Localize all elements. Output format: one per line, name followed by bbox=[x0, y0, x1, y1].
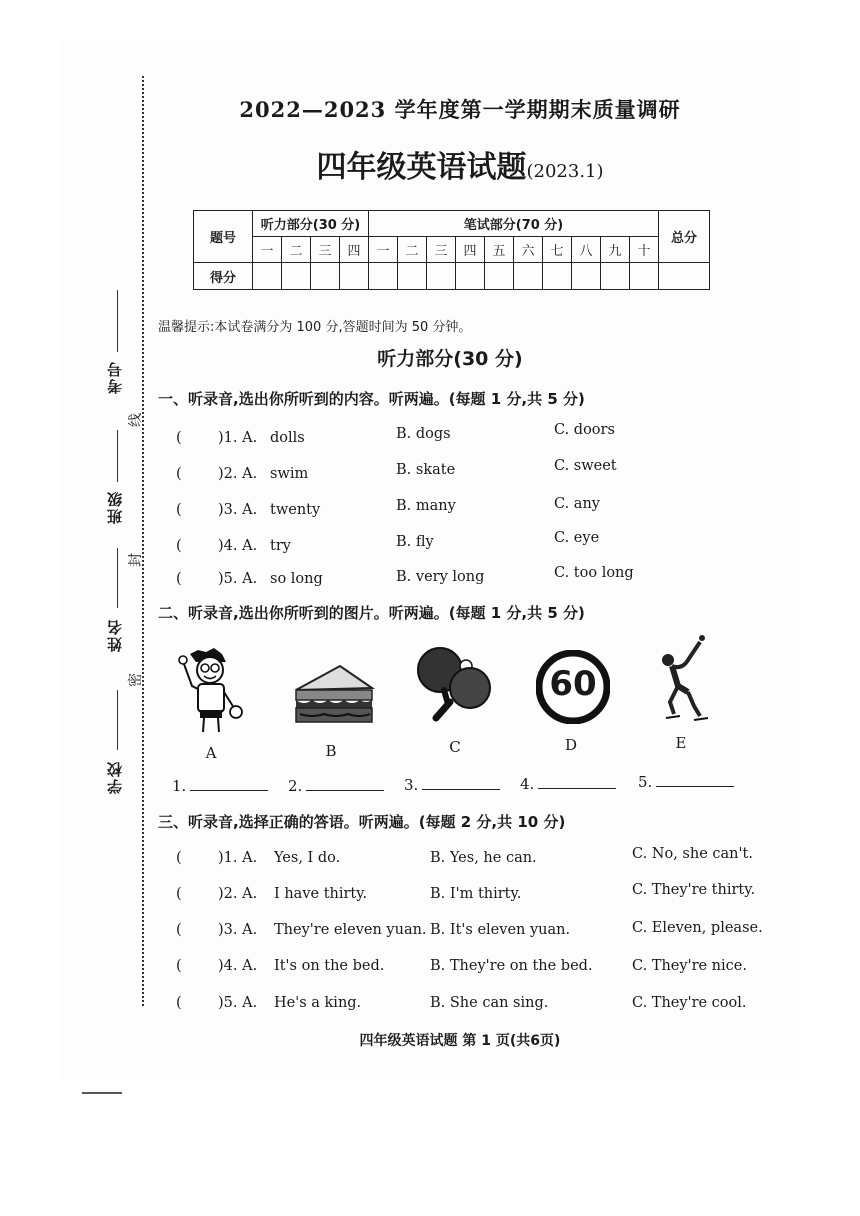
field-label-exam-number: 考号 bbox=[106, 360, 124, 394]
question-number: )1. A. bbox=[218, 430, 258, 446]
total-header: 总分 bbox=[659, 211, 710, 263]
option-b: B. I'm thirty. bbox=[430, 886, 522, 902]
row-label-question-number: 题号 bbox=[194, 211, 253, 263]
total-score-cell[interactable] bbox=[659, 263, 710, 290]
answer-blank-3[interactable] bbox=[404, 776, 500, 794]
answer-paren[interactable]: ( bbox=[176, 995, 182, 1011]
score-table bbox=[193, 210, 710, 290]
score-cell[interactable] bbox=[282, 263, 311, 290]
question-number: )2. A. bbox=[218, 466, 258, 482]
answer-paren[interactable]: ( bbox=[176, 886, 182, 902]
speed-sign-number: 60 bbox=[549, 664, 597, 704]
option-a: I have thirty. bbox=[274, 886, 368, 902]
row-label-score: 得分 bbox=[194, 263, 253, 290]
option-a: They're eleven yuan. bbox=[274, 922, 427, 938]
answer-paren[interactable]: ( bbox=[176, 538, 182, 554]
score-cell[interactable] bbox=[311, 263, 340, 290]
exam-tip: 温馨提示:本试卷满分为 100 分,答题时间为 50 分钟。 bbox=[158, 320, 472, 335]
option-c: C. too long bbox=[554, 565, 634, 581]
option-a: dolls bbox=[270, 430, 305, 446]
option-c: C. Eleven, please. bbox=[632, 920, 763, 936]
answer-paren[interactable]: ( bbox=[176, 850, 182, 866]
writing-number: 八 bbox=[572, 237, 601, 263]
option-a: twenty bbox=[270, 502, 321, 518]
answer-blank-5[interactable] bbox=[638, 773, 734, 791]
listening-number: 三 bbox=[311, 237, 340, 263]
writing-number: 五 bbox=[485, 237, 514, 263]
answer-blank-2[interactable] bbox=[288, 777, 384, 795]
score-cell[interactable] bbox=[369, 263, 398, 290]
exam-title bbox=[0, 142, 860, 186]
listening-header: 听力部分(30 分) bbox=[253, 211, 369, 237]
option-a: He's a king. bbox=[274, 995, 362, 1011]
writing-header: 笔试部分(70 分) bbox=[369, 211, 659, 237]
score-cell[interactable] bbox=[601, 263, 630, 290]
seal-mark-line: 线 bbox=[128, 413, 144, 427]
score-cell[interactable] bbox=[630, 263, 659, 290]
option-c: C. They're thirty. bbox=[632, 882, 756, 898]
answer-blank-4[interactable] bbox=[520, 775, 616, 793]
writing-number: 九 bbox=[601, 237, 630, 263]
option-c: C. eye bbox=[554, 530, 600, 546]
listening-section-title: 听力部分(30 分) bbox=[377, 348, 523, 370]
field-label-school: 学校 bbox=[106, 760, 124, 794]
question-number: )4. A. bbox=[218, 538, 258, 554]
question-number: )3. A. bbox=[218, 502, 258, 518]
answer-paren[interactable]: ( bbox=[176, 922, 182, 938]
score-cell[interactable] bbox=[543, 263, 572, 290]
writing-number: 一 bbox=[369, 237, 398, 263]
answer-paren[interactable]: ( bbox=[176, 466, 182, 482]
score-cell[interactable] bbox=[572, 263, 601, 290]
option-c: C. any bbox=[554, 496, 600, 512]
seal-mark-seal: 封 bbox=[128, 553, 144, 567]
option-c: C. sweet bbox=[554, 458, 617, 474]
option-a: It's on the bed. bbox=[274, 958, 385, 974]
option-b: B. They're on the bed. bbox=[430, 958, 593, 974]
picture-label-c: C bbox=[449, 738, 461, 756]
option-a: try bbox=[270, 538, 291, 554]
part2-heading: 二、听录音,选出你所听到的图片。听两遍。(每题 1 分,共 5 分) bbox=[158, 604, 585, 622]
question-number: )1. A. bbox=[218, 850, 258, 866]
listening-number: 一 bbox=[253, 237, 282, 263]
score-cell[interactable] bbox=[485, 263, 514, 290]
writing-number: 十 bbox=[630, 237, 659, 263]
option-c: C. doors bbox=[554, 422, 615, 438]
option-a: Yes, I do. bbox=[274, 850, 341, 866]
option-b: B. skate bbox=[396, 462, 456, 478]
binding-dotted-line bbox=[142, 76, 144, 1006]
blank-number: 3. bbox=[404, 776, 419, 794]
option-b: B. She can sing. bbox=[430, 995, 549, 1011]
answer-paren[interactable]: ( bbox=[176, 430, 182, 446]
skater-icon bbox=[652, 630, 712, 724]
exam-subject-title: 四年级英语试题 bbox=[316, 150, 527, 185]
picture-label-b: B bbox=[325, 742, 337, 760]
writing-number: 四 bbox=[456, 237, 485, 263]
speed-limit-sign-icon bbox=[536, 650, 610, 724]
exam-date: (2023.1) bbox=[526, 161, 604, 182]
answer-paren[interactable]: ( bbox=[176, 571, 182, 587]
ping-pong-paddles-icon bbox=[414, 644, 498, 728]
answer-paren[interactable]: ( bbox=[176, 502, 182, 518]
listening-number: 四 bbox=[340, 237, 369, 263]
option-c: C. No, she can't. bbox=[632, 846, 753, 862]
option-b: B. fly bbox=[396, 534, 434, 550]
option-b: B. dogs bbox=[396, 426, 451, 442]
question-number: )3. A. bbox=[218, 922, 258, 938]
seal-mark-secret: 密 bbox=[128, 673, 144, 687]
blank-number: 1. bbox=[172, 777, 187, 795]
blank-number: 5. bbox=[638, 773, 653, 791]
writing-number: 七 bbox=[543, 237, 572, 263]
exam-term-title: 2022—2023 学年度第一学期期末质量调研 bbox=[239, 97, 681, 122]
score-cell[interactable] bbox=[253, 263, 282, 290]
picture-label-a: A bbox=[205, 744, 217, 762]
blank-number: 2. bbox=[288, 777, 303, 795]
sandwich-icon bbox=[292, 662, 376, 728]
score-cell[interactable] bbox=[427, 263, 456, 290]
field-label-class: 班级 bbox=[106, 490, 124, 524]
field-line-school bbox=[117, 690, 118, 750]
option-c: C. They're cool. bbox=[632, 995, 747, 1011]
answer-paren[interactable]: ( bbox=[176, 958, 182, 974]
listening-number: 二 bbox=[282, 237, 311, 263]
boy-waving-icon bbox=[176, 646, 246, 734]
question-number: )5. A. bbox=[218, 571, 258, 587]
field-line-name bbox=[117, 548, 118, 608]
score-cell[interactable] bbox=[398, 263, 427, 290]
writing-number: 二 bbox=[398, 237, 427, 263]
page-footer: 四年级英语试题 第 1 页(共6页) bbox=[359, 1033, 561, 1049]
part3-heading: 三、听录音,选择正确的答语。听两遍。(每题 2 分,共 10 分) bbox=[158, 813, 566, 831]
option-c: C. They're nice. bbox=[632, 958, 747, 974]
option-b: B. It's eleven yuan. bbox=[430, 922, 571, 938]
option-a: swim bbox=[270, 466, 309, 482]
option-b: B. very long bbox=[396, 569, 485, 585]
option-b: B. Yes, he can. bbox=[430, 850, 537, 866]
scan-edge-mark bbox=[82, 1092, 122, 1094]
part1-heading: 一、听录音,选出你所听到的内容。听两遍。(每题 1 分,共 5 分) bbox=[158, 390, 585, 408]
answer-blank-1[interactable] bbox=[172, 777, 268, 795]
field-line-exam-number bbox=[117, 290, 118, 352]
writing-number: 六 bbox=[514, 237, 543, 263]
score-cell[interactable] bbox=[456, 263, 485, 290]
picture-label-e: E bbox=[675, 734, 687, 752]
field-line-class bbox=[117, 430, 118, 482]
question-number: )4. A. bbox=[218, 958, 258, 974]
field-label-name: 姓名 bbox=[106, 618, 124, 652]
blank-number: 4. bbox=[520, 775, 535, 793]
question-number: )5. A. bbox=[218, 995, 258, 1011]
writing-number: 三 bbox=[427, 237, 456, 263]
question-number: )2. A. bbox=[218, 886, 258, 902]
score-cell[interactable] bbox=[340, 263, 369, 290]
option-a: so long bbox=[270, 571, 323, 587]
option-b: B. many bbox=[396, 498, 456, 514]
picture-label-d: D bbox=[564, 736, 578, 754]
score-cell[interactable] bbox=[514, 263, 543, 290]
